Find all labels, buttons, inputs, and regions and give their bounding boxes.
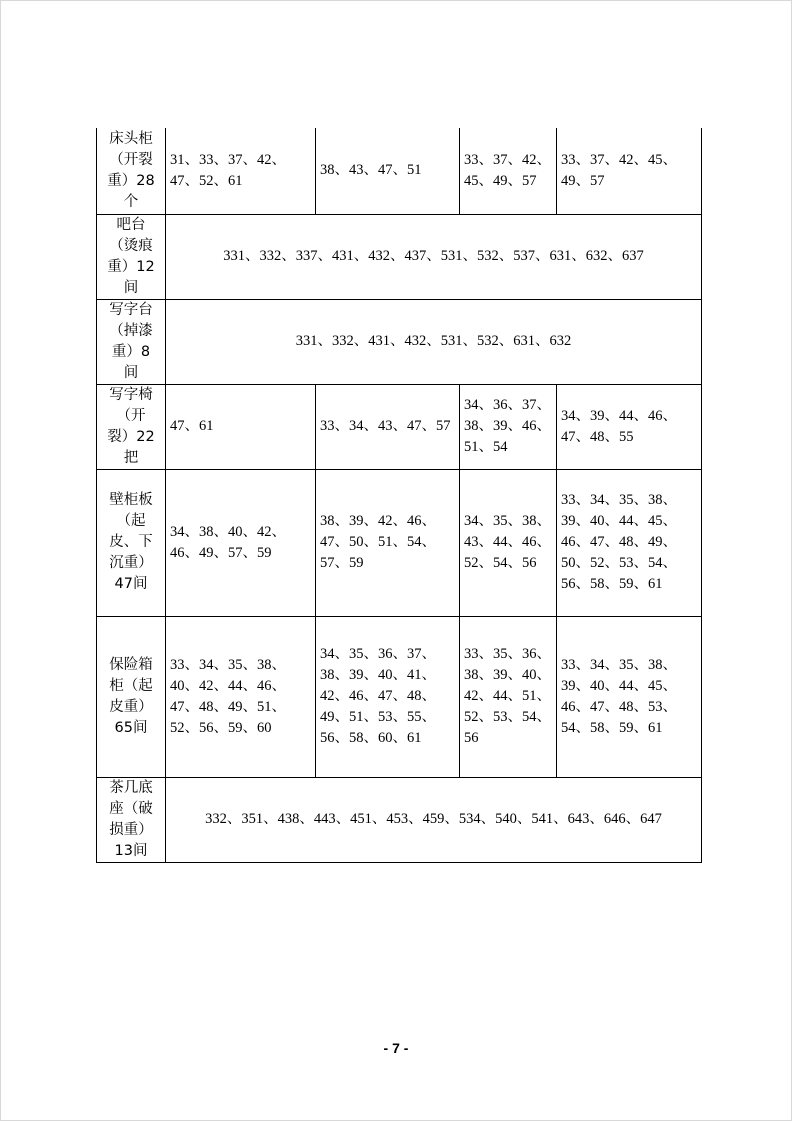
table-cell: 34、38、40、42、46、49、57、59 <box>166 469 316 616</box>
table-cell: 34、39、44、46、47、48、55 <box>557 384 702 469</box>
table-cell: 47、61 <box>166 384 316 469</box>
label-line: 保险箱 <box>109 656 153 673</box>
label-line: （烫痕 <box>109 237 153 254</box>
label-line: 皮重） <box>109 698 153 715</box>
table-cell: 33、35、36、38、39、40、42、44、51、52、53、54、56 <box>460 616 557 777</box>
table-row <box>97 384 702 469</box>
row-label <box>97 299 166 384</box>
table-cell: 33、37、42、45、49、57 <box>557 128 702 214</box>
label-line: （起 <box>116 513 146 529</box>
label-line: 65间 <box>114 719 148 736</box>
label-line: 47间 <box>114 576 148 592</box>
row-label <box>97 214 166 299</box>
label-line: （开裂 <box>109 151 153 168</box>
merged-cell: 331、332、431、432、531、532、631、632 <box>166 299 702 384</box>
label-line: 床头柜 <box>109 130 153 147</box>
label-line: （掉漆 <box>109 322 153 339</box>
table-row <box>97 616 702 777</box>
label-line: 把 <box>123 449 139 466</box>
label-line: 损重） <box>109 821 153 838</box>
label-line: 重）8 <box>111 343 151 360</box>
label-line: 皮、下 <box>109 534 153 550</box>
page-number: - 7 - <box>383 1040 409 1056</box>
table-row <box>97 299 702 384</box>
row-label <box>97 469 166 616</box>
table-cell: 33、37、42、45、49、57 <box>460 128 557 214</box>
merged-cell: 331、332、337、431、432、437、531、532、537、631、632、637 <box>166 214 702 299</box>
label-line: 间 <box>123 364 139 381</box>
label-line: 茶几底 <box>109 779 153 796</box>
row-label <box>97 777 166 862</box>
label-line: 重）12 <box>107 258 155 275</box>
row-label <box>97 616 166 777</box>
table-row <box>97 214 702 299</box>
table-row <box>97 128 702 214</box>
label-line: 重）28 <box>107 172 155 189</box>
table-cell: 38、43、47、51 <box>316 128 460 214</box>
table-cell: 33、34、35、38、40、42、44、46、47、48、49、51、52、56、59、60 <box>166 616 316 777</box>
table-cell: 33、34、43、47、57 <box>316 384 460 469</box>
label-line: （开 <box>116 407 146 424</box>
table-cell: 34、35、36、37、38、39、40、41、42、46、47、48、49、51、53、55、56、58、60、61 <box>316 616 460 777</box>
label-line: 13间 <box>114 842 148 859</box>
label-line: 间 <box>123 279 139 296</box>
table-cell: 31、33、37、42、47、52、61 <box>166 128 316 214</box>
table-row <box>97 777 702 862</box>
label-line: 个 <box>123 193 139 210</box>
label-line: 裂）22 <box>107 428 155 445</box>
merged-cell: 332、351、438、443、451、453、459、534、540、541、643、646、647 <box>166 777 702 862</box>
label-line: 柜（起 <box>109 677 153 694</box>
label-line: 壁柜板 <box>109 492 153 508</box>
label-line: 沉重） <box>109 555 153 571</box>
row-label <box>97 128 166 214</box>
table-cell: 33、34、35、38、39、40、44、45、46、47、48、49、50、52、53、54、56、58、59、61 <box>557 469 702 616</box>
label-line: 座（破 <box>109 800 153 817</box>
damage-table <box>96 128 702 863</box>
label-line: 吧台 <box>116 216 146 233</box>
table-cell: 34、35、38、43、44、46、52、54、56 <box>460 469 557 616</box>
table-cell: 34、36、37、38、39、46、51、54 <box>460 384 557 469</box>
table-cell: 33、34、35、38、39、40、44、45、46、47、48、53、54、58、59、61 <box>557 616 702 777</box>
label-line: 写字台 <box>109 301 153 318</box>
table-row <box>97 469 702 616</box>
table-cell: 38、39、42、46、47、50、51、54、57、59 <box>316 469 460 616</box>
label-line: 写字椅 <box>109 386 153 403</box>
row-label <box>97 384 166 469</box>
